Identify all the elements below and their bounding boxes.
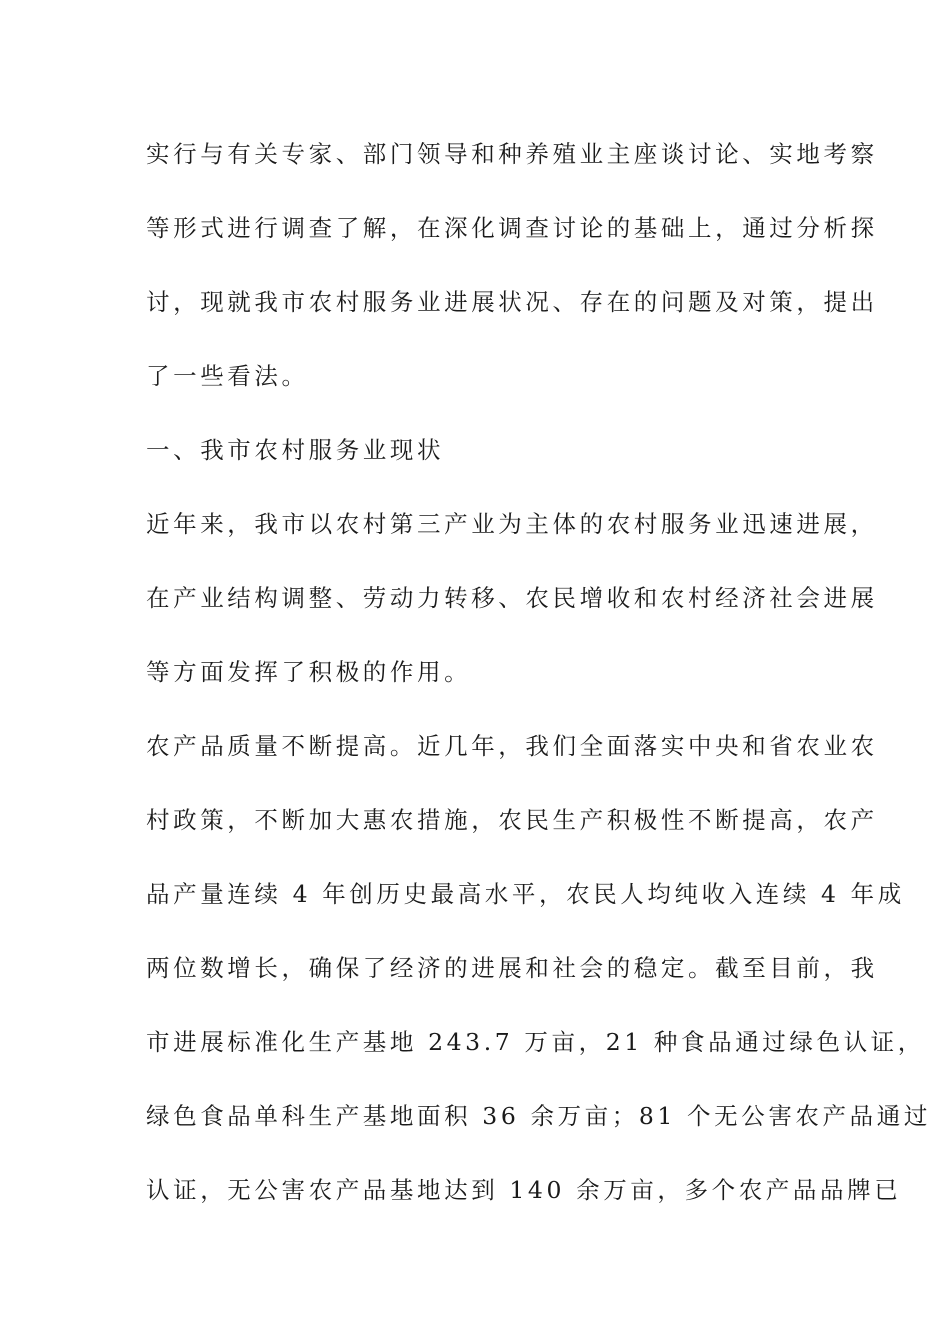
body-text-line: 了一些看法。 <box>146 362 309 390</box>
body-text-line: 实行与有关专家、部门领导和种养殖业主座谈讨论、实地考察 <box>146 140 878 168</box>
body-text-line: 在产业结构调整、劳动力转移、农民增收和农村经济社会进展 <box>146 584 878 612</box>
section-heading: 一、我市农村服务业现状 <box>146 436 445 464</box>
body-text-line: 两位数增长，确保了经济的进展和社会的稳定。截至目前，我 <box>146 954 878 982</box>
body-text-line: 讨，现就我市农村服务业进展状况、存在的问题及对策，提出 <box>146 288 878 316</box>
body-text-line: 市进展标准化生产基地 243.7 万亩，21 种食品通过绿色认证， <box>146 1028 925 1056</box>
body-text-line: 等方面发挥了积极的作用。 <box>146 658 472 686</box>
document-body <box>146 132 931 1242</box>
body-text-line: 品产量连续 4 年创历史最高水平，农民人均纯收入连续 4 年成 <box>146 880 905 908</box>
body-text-line: 农产品质量不断提高。近几年，我们全面落实中央和省农业农 <box>146 732 878 760</box>
body-text-line: 认证，无公害农产品基地达到 140 余万亩，多个农产品品牌已 <box>146 1176 902 1204</box>
body-text-line: 绿色食品单科生产基地面积 36 余万亩；81 个无公害农产品通过 <box>146 1102 931 1130</box>
body-text-line: 近年来，我市以农村第三产业为主体的农村服务业迅速进展， <box>146 510 878 538</box>
body-text-line: 等形式进行调查了解，在深化调查讨论的基础上，通过分析探 <box>146 214 878 242</box>
body-text-line: 村政策，不断加大惠农措施，农民生产积极性不断提高，农产 <box>146 806 878 834</box>
